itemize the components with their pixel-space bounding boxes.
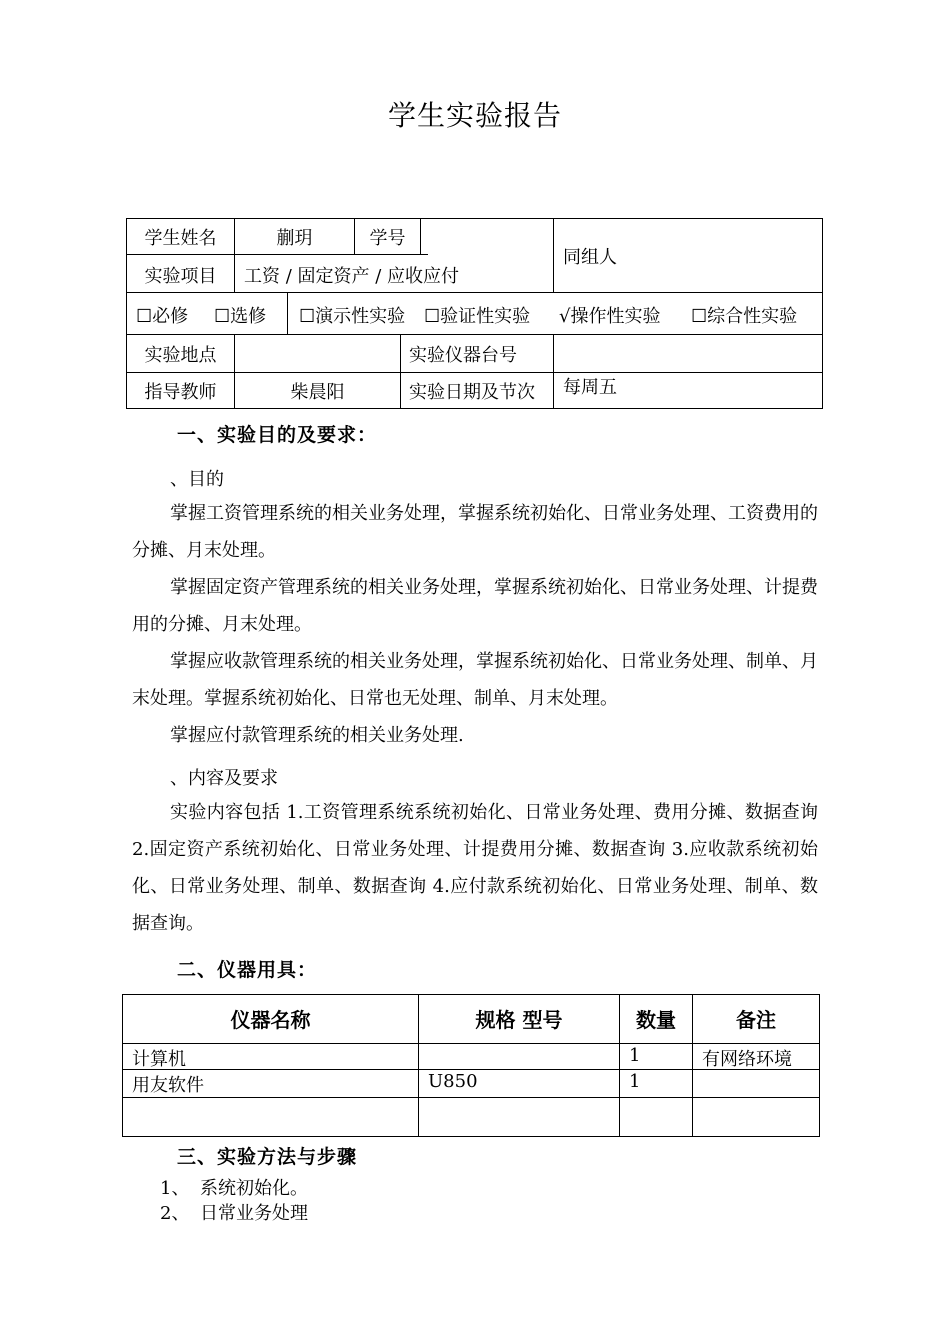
section2-heading: 二、仪器用具： — [177, 959, 318, 981]
checkbox-operate-experiment: √操作性实验 — [559, 306, 661, 327]
paragraph: 掌握应收款管理系统的相关业务处理，掌握系统初始化、日常业务处理、制单、月末处理。掌握系统初始化、日常也无处理、制单、月末处理。 — [132, 651, 818, 709]
rule — [553, 334, 554, 409]
paragraph: 实验内容包括 1.工资管理系统系统初始化、日常业务处理、费用分摊、数据查询 2.固定资产系统初始化、日常业务处理、计提费用分摊、数据查询 3.应收款系统初始化、日常业务处理、制单、数据查询 4.应付款系统初始化、日常业务处理、制单、数据查询。 — [132, 802, 818, 934]
section1-sub-content: 、内容及要求 — [170, 768, 278, 789]
purpose-paragraphs — [132, 495, 818, 754]
equipment-table — [122, 994, 820, 1137]
label-group-members: 同组人 — [563, 247, 617, 268]
rule — [819, 994, 820, 1137]
step-text: 日常业务处理 — [200, 1203, 308, 1224]
checkbox-required: ☐必修 — [136, 306, 189, 327]
col-header-quantity: 数量 — [636, 1008, 676, 1032]
rule — [126, 408, 823, 409]
table-cell: 用友软件 — [132, 1075, 204, 1096]
section1-sub-purpose: 、目的 — [170, 469, 224, 490]
step-number: 1、 — [160, 1178, 190, 1199]
value-date-session: 每周五 — [563, 377, 617, 398]
label-student-name: 学生姓名 — [144, 228, 217, 249]
info-table — [126, 218, 823, 409]
checkbox-elective: ☐选修 — [214, 306, 267, 327]
rule — [126, 292, 823, 293]
table-cell: U850 — [428, 1071, 478, 1092]
paragraph: 掌握应付款管理系统的相关业务处理. — [170, 725, 464, 746]
checkbox-verify-experiment: ☐验证性实验 — [424, 306, 531, 327]
section1-heading: 一、实验目的及要求： — [177, 424, 378, 446]
value-teacher: 柴晨阳 — [290, 382, 345, 403]
section3-heading: 三、实验方法与步骤 — [177, 1146, 358, 1168]
col-header-notes: 备注 — [736, 1008, 776, 1032]
table-cell: 1 — [629, 1045, 641, 1066]
rule — [553, 218, 554, 292]
rule — [122, 994, 820, 995]
col-header-spec: 规格 型号 — [475, 1008, 563, 1032]
table-cell: 计算机 — [132, 1049, 186, 1070]
label-project: 实验项目 — [144, 266, 217, 287]
report-title: 学生实验报告 — [387, 99, 562, 132]
label-student-id: 学号 — [369, 228, 406, 249]
label-instrument-number: 实验仪器台号 — [409, 345, 517, 366]
checkbox-comprehensive-experiment: ☐综合性实验 — [691, 306, 798, 327]
rule — [287, 292, 288, 334]
table-cell: 1 — [629, 1071, 641, 1092]
label-location: 实验地点 — [144, 345, 217, 366]
table-cell: 有网络环境 — [702, 1049, 792, 1070]
rule — [126, 218, 823, 219]
label-teacher: 指导教师 — [144, 382, 217, 403]
rule — [122, 1136, 820, 1137]
rule — [126, 334, 823, 335]
rule — [400, 334, 401, 409]
step-number: 2、 — [160, 1203, 190, 1224]
rule — [122, 1043, 820, 1044]
value-project: 工资 / 固定资产 / 应收应付 — [244, 266, 460, 287]
content-paragraphs — [132, 794, 818, 942]
step-text: 系统初始化。 — [200, 1178, 308, 1199]
col-header-name: 仪器名称 — [230, 1008, 311, 1032]
rule — [122, 1097, 820, 1098]
paragraph: 掌握固定资产管理系统的相关业务处理，掌握系统初始化、日常业务处理、计提费用的分摊、月末处理。 — [132, 577, 818, 635]
rule — [420, 218, 421, 254]
label-date-session: 实验日期及节次 — [409, 382, 535, 403]
rule — [822, 218, 823, 409]
rule — [126, 254, 428, 255]
paragraph: 掌握工资管理系统的相关业务处理，掌握系统初始化、日常业务处理、工资费用的分摊、月末处理。 — [132, 503, 818, 561]
rule — [126, 372, 823, 373]
checkbox-demo-experiment: ☐演示性实验 — [299, 306, 406, 327]
value-student-name: 蒯玥 — [276, 228, 313, 249]
